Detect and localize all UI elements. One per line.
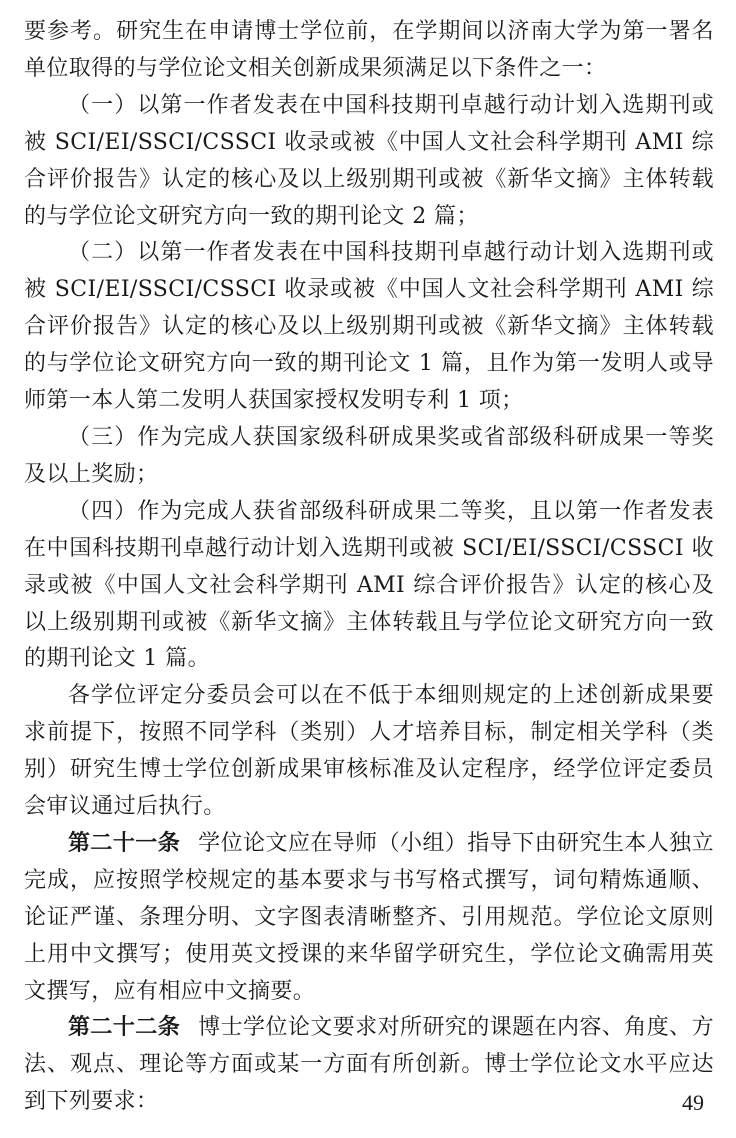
paragraph-intro: 要参考。研究生在申请博士学位前，在学期间以济南大学为第一署名单位取得的与学位论文相关创新成果须满足以下条件之一： xyxy=(24,19,714,81)
paragraph-condition-4: （四）作为完成人获省部级科研成果二等奖，且以第一作者发表在中国科技期刊卓越行动计划入选期刊或被 SCI/EI/SSCI/CSSCI 收录或被《中国人文社会科学期刊 AMI 综合评价报告》认定的核心及以上级别期刊或被《新华文摘》主体转载且与学位论文研究方向一致的期刊论文 1 篇。 xyxy=(24,498,714,672)
article-22 xyxy=(24,1010,714,1121)
paragraph-condition-1: （一）以第一作者发表在中国科技期刊卓越行动计划入选期刊或被 SCI/EI/SSCI/CSSCI 收录或被《中国人文社会科学期刊 AMI 综合评价报告》认定的核心及以上级别期刊或被《新华文摘》主体转载的与学位论文研究方向一致的期刊论文 2 篇； xyxy=(24,92,714,229)
document-body xyxy=(24,14,714,1121)
article-21 xyxy=(24,826,714,1011)
article-21-text: 学位论文应在导师（小组）指导下由研究生本人独立完成，应按照学校规定的基本要求与书写格式撰写，词句精炼通顺、论证严谨、条理分明、文字图表清晰整齐、引用规范。学位论文原则上用中文撰写；使用英文授课的来华留学研究生，学位论文确需用英文撰写，应有相应中文摘要。 xyxy=(24,830,714,1004)
page-number: 49 xyxy=(682,1090,704,1115)
article-22-heading: 第二十二条 xyxy=(68,1015,181,1041)
paragraph-condition-3: （三）作为完成人获国家级科研成果奖或省部级科研成果一等奖及以上奖励； xyxy=(24,424,714,487)
paragraph-condition-2: （二）以第一作者发表在中国科技期刊卓越行动计划入选期刊或被 SCI/EI/SSCI/CSSCI 收录或被《中国人文社会科学期刊 AMI 综合评价报告》认定的核心及以上级别期刊或被《新华文摘》主体转载的与学位论文研究方向一致的期刊论文 1 篇，且作为第一发明人或导师第一本人第二发明人获国家授权发明专利 1 项； xyxy=(24,240,714,414)
paragraph-committee-note: 各学位评定分委员会可以在不低于本细则规定的上述创新成果要求前提下，按照不同学科（类别）人才培养目标，制定相关学科（类别）研究生博士学位创新成果审核标准及认定程序，经学位评定委员会审议通过后执行。 xyxy=(24,683,714,820)
article-22-text: 博士学位论文要求对所研究的课题在内容、角度、方法、观点、理论等方面或某一方面有所创新。博士学位论文水平应达到下列要求： xyxy=(24,1015,714,1115)
article-21-heading: 第二十一条 xyxy=(68,830,181,856)
